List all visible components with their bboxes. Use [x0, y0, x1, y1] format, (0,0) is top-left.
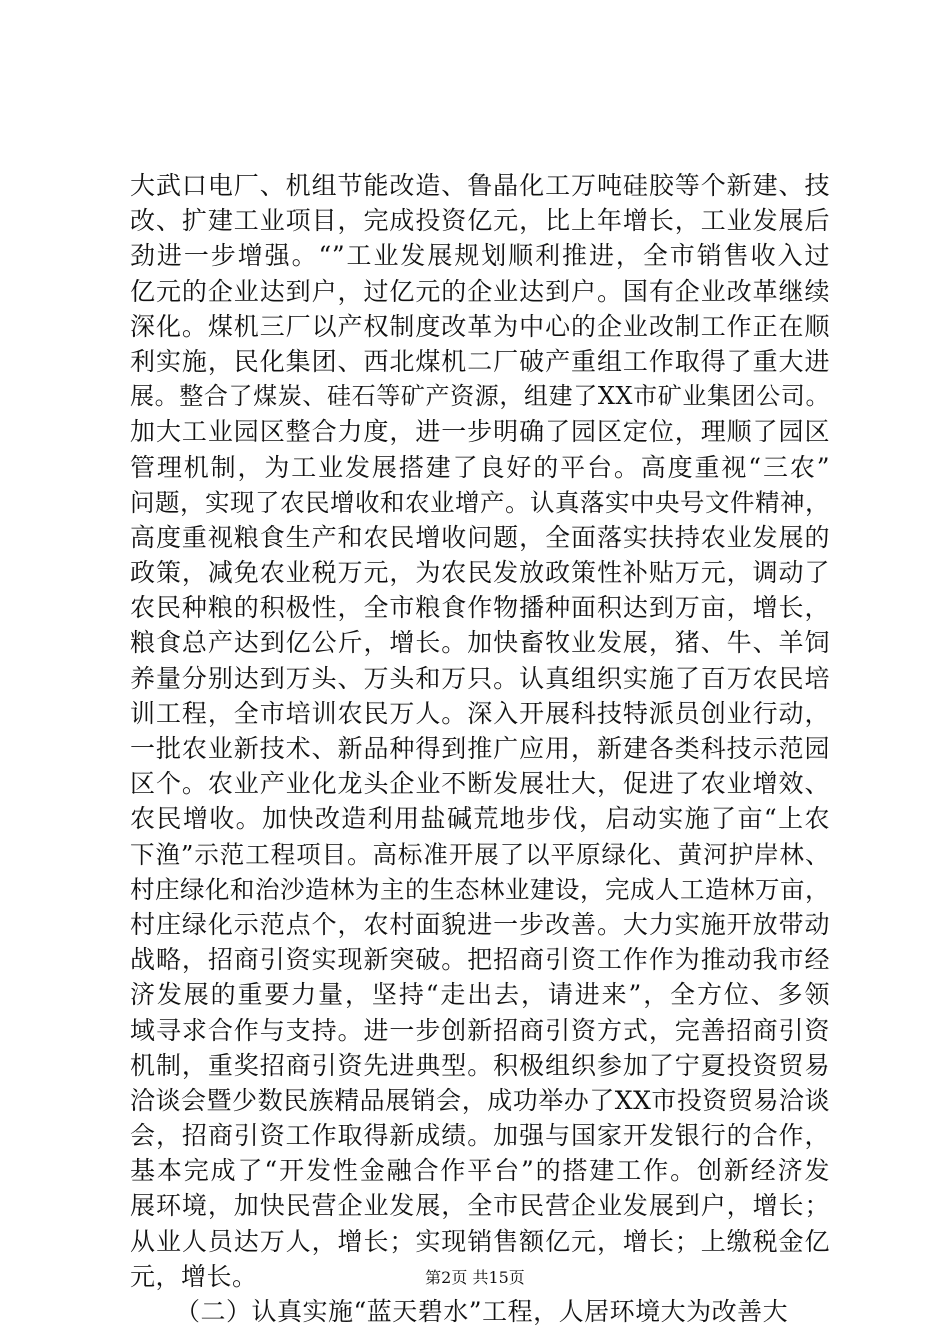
text-line: 从业人员达万人，增长；实现销售额亿元，增长；上缴税金亿: [130, 1226, 830, 1256]
text-line: 域寻求合作与支持。进一步创新招商引资方式，完善招商引资: [130, 1015, 830, 1045]
text-line: 村庄绿化示范点个，农村面貌进一步改善。大力实施开放带动: [130, 909, 830, 939]
text-line: 农民增收。加快改造利用盐碱荒地步伐，启动实施了亩“上农: [130, 804, 830, 834]
text-line: 机制，重奖招商引资先进典型。积极组织参加了宁夏投资贸易: [130, 1050, 830, 1080]
text-line: 高度重视粮食生产和农民增收问题，全面落实扶持农业发展的: [130, 522, 830, 552]
text-line: 会，招商引资工作取得新成绩。加强与国家开发银行的合作，: [130, 1121, 830, 1151]
text-line: 基本完成了“开发性金融合作平台”的搭建工作。创新经济发: [130, 1156, 830, 1186]
text-line: 问题，实现了农民增收和农业增产。认真落实中央号文件精神，: [130, 487, 830, 517]
text-line: 利实施，民化集团、西北煤机二厂破产重组工作取得了重大进: [130, 346, 830, 376]
text-line: 训工程，全市培训农民万人。深入开展科技特派员创业行动，: [130, 698, 830, 728]
text-line: 加大工业园区整合力度，进一步明确了园区定位，理顺了园区: [130, 417, 830, 447]
body-text: [130, 168, 830, 1329]
text-line: 大武口电厂、机组节能改造、鲁晶化工万吨硅胶等个新建、技: [130, 171, 830, 200]
text-line: 战略，招商引资实现新突破。把招商引资工作作为推动我市经: [130, 945, 830, 975]
text-line: 政策，减免农业税万元，为农民发放政策性补贴万元，调动了: [130, 558, 830, 588]
text-line: 改、扩建工业项目，完成投资亿元，比上年增长，工业发展后: [130, 206, 830, 236]
text-line: 农民种粮的积极性，全市粮食作物播种面积达到万亩，增长，: [130, 593, 830, 623]
page-number: 第2页 共15页: [425, 1268, 525, 1287]
text-line: 洽谈会暨少数民族精品展销会，成功举办了XX市投资贸易洽谈: [130, 1085, 830, 1115]
text-line: 济发展的重要力量，坚持“走出去，请进来”，全方位、多领: [130, 980, 830, 1010]
text-line: 深化。煤机三厂以产权制度改革为中心的企业改制工作正在顺: [130, 311, 830, 341]
text-line: 养量分别达到万头、万头和万只。认真组织实施了百万农民培: [130, 663, 830, 693]
text-line: 展。整合了煤炭、硅石等矿产资源，组建了XX市矿业集团公司。: [130, 382, 830, 411]
text-line: 一批农业新技术、新品种得到推广应用，新建各类科技示范园: [130, 734, 830, 763]
text-line: 元，增长。: [130, 1261, 258, 1291]
text-line: 亿元的企业达到户，过亿元的企业达到户。国有企业改革继续: [130, 276, 830, 306]
text-line: 管理机制，为工业发展搭建了良好的平台。高度重视“三农”: [130, 452, 830, 482]
text-line: 劲进一步增强。“”工业发展规划顺利推进，全市销售收入过: [130, 241, 830, 271]
text-line: 村庄绿化和治沙造林为主的生态林业建设，完成人工造林万亩，: [130, 874, 830, 904]
text-line: 粮食总产达到亿公斤，增长。加快畜牧业发展，猪、牛、羊饲: [130, 628, 830, 658]
text-line: 区个。农业产业化龙头企业不断发展壮大，促进了农业增效、: [130, 769, 830, 799]
text-line: 下渔”示范工程项目。高标准开展了以平原绿化、黄河护岸林、: [130, 839, 830, 869]
section-heading: （二）认真实施“蓝天碧水”工程，人居环境大为改善大: [175, 1297, 789, 1326]
text-line: 展环境，加快民营企业发展，全市民营企业发展到户，增长；: [130, 1191, 830, 1221]
page-footer: [0, 1268, 950, 1288]
